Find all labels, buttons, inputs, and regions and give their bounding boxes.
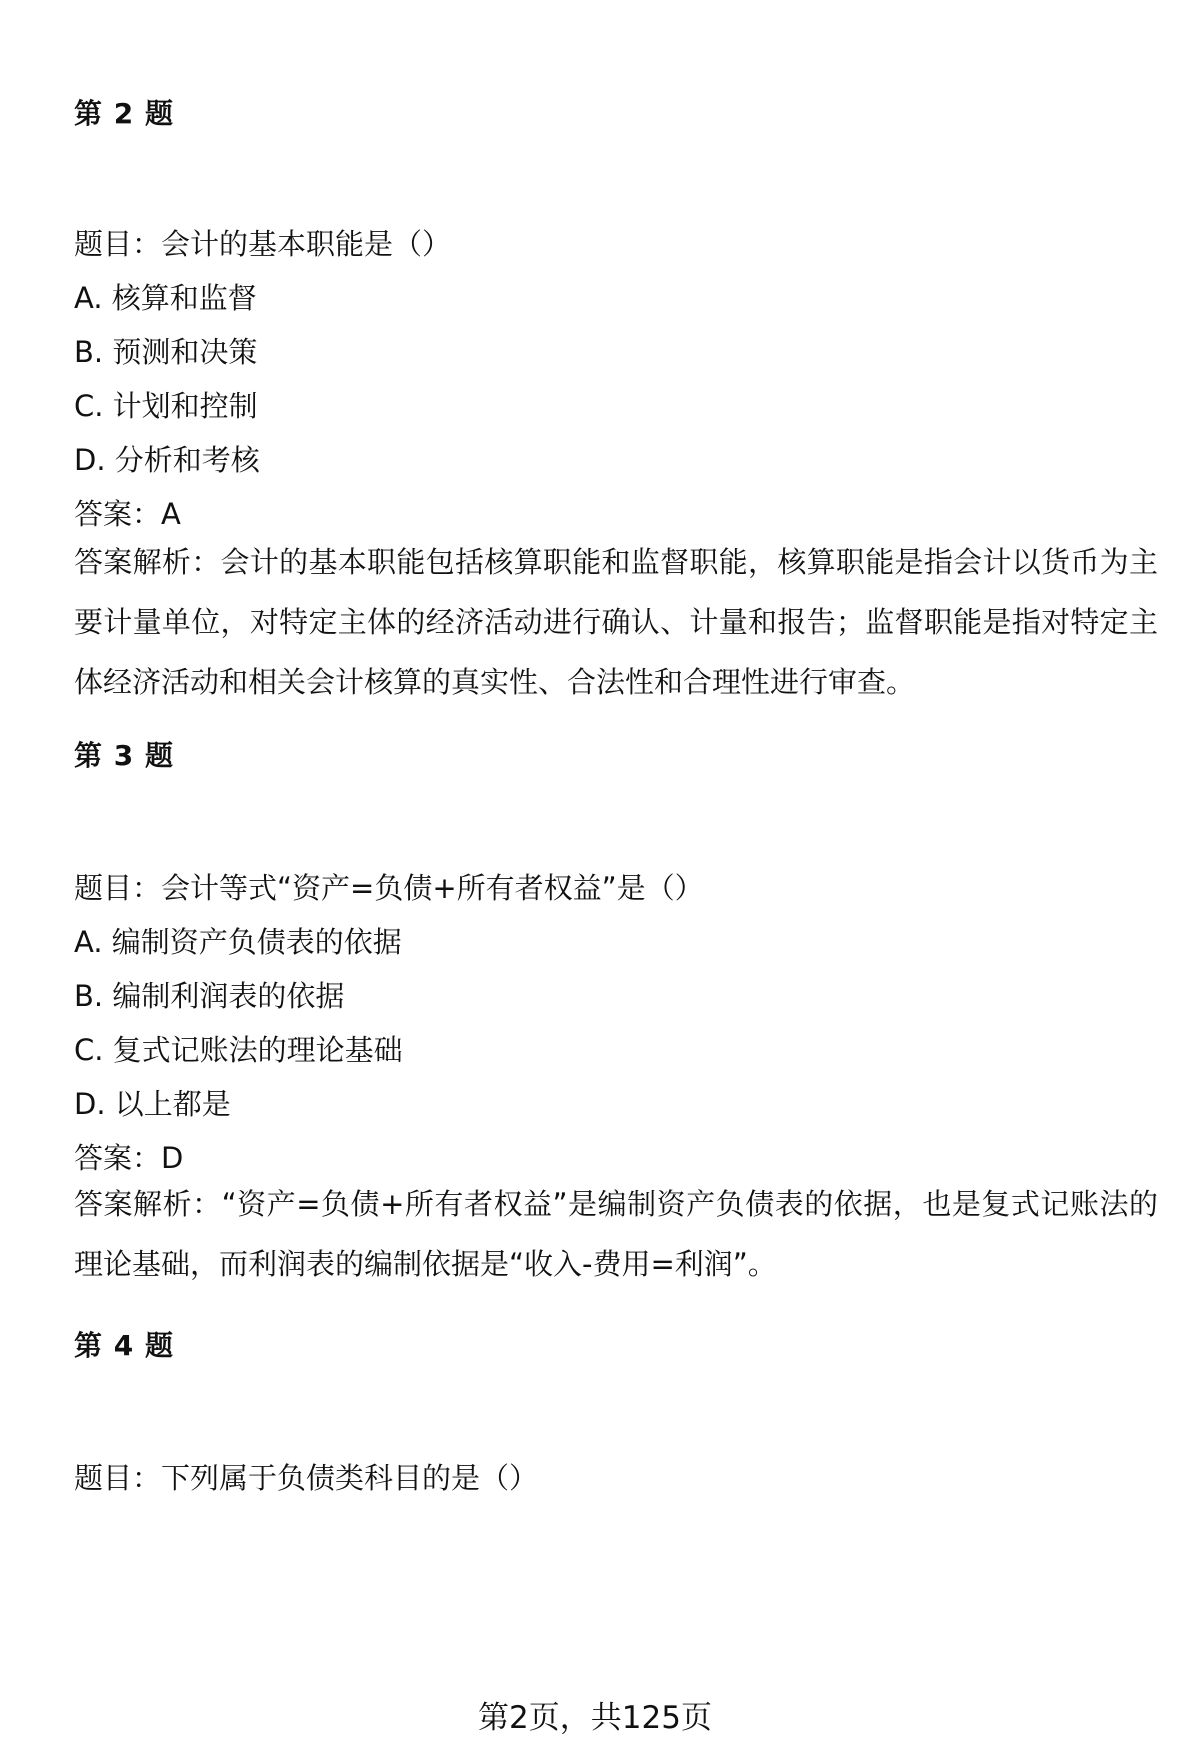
question-3-stem: 题目：会计等式“资产=负债+所有者权益”是（） [74, 871, 704, 905]
question-2-option-a: A. 核算和监督 [74, 281, 257, 315]
question-3-answer: 答案：D [74, 1141, 184, 1175]
question-2-option-b: B. 预测和决策 [74, 335, 258, 369]
page-number-footer: 第2页，共125页 [478, 1700, 712, 1736]
question-3-option-b: B. 编制利润表的依据 [74, 979, 345, 1013]
question-3-option-c: C. 复式记账法的理论基础 [74, 1033, 403, 1067]
question-3-option-a: A. 编制资产负债表的依据 [74, 925, 402, 959]
question-3-explanation: 答案解析：“资产=负债+所有者权益”是编制资产负债表的依据，也是复式记账法的理论基础，而利润表的编制依据是“收入-费用=利润”。 [74, 1187, 1158, 1281]
question-3-heading: 第 3 题 [74, 739, 174, 772]
question-2-answer: 答案：A [74, 497, 181, 531]
question-4-stem: 题目：下列属于负债类科目的是（） [74, 1461, 539, 1495]
question-2-option-d: D. 分析和考核 [74, 443, 260, 477]
question-4-heading: 第 4 题 [74, 1329, 174, 1362]
question-2-stem: 题目：会计的基本职能是（） [74, 227, 452, 261]
question-3-option-d: D. 以上都是 [74, 1087, 231, 1121]
question-2-explanation: 答案解析：会计的基本职能包括核算职能和监督职能，核算职能是指会计以货币为主要计量单位，对特定主体的经济活动进行确认、计量和报告；监督职能是指对特定主体经济活动和相关会计核算的真实性、合法性和合理性进行审查。 [74, 545, 1158, 699]
question-2-heading: 第 2 题 [74, 97, 174, 130]
question-2-option-c: C. 计划和控制 [74, 389, 258, 423]
